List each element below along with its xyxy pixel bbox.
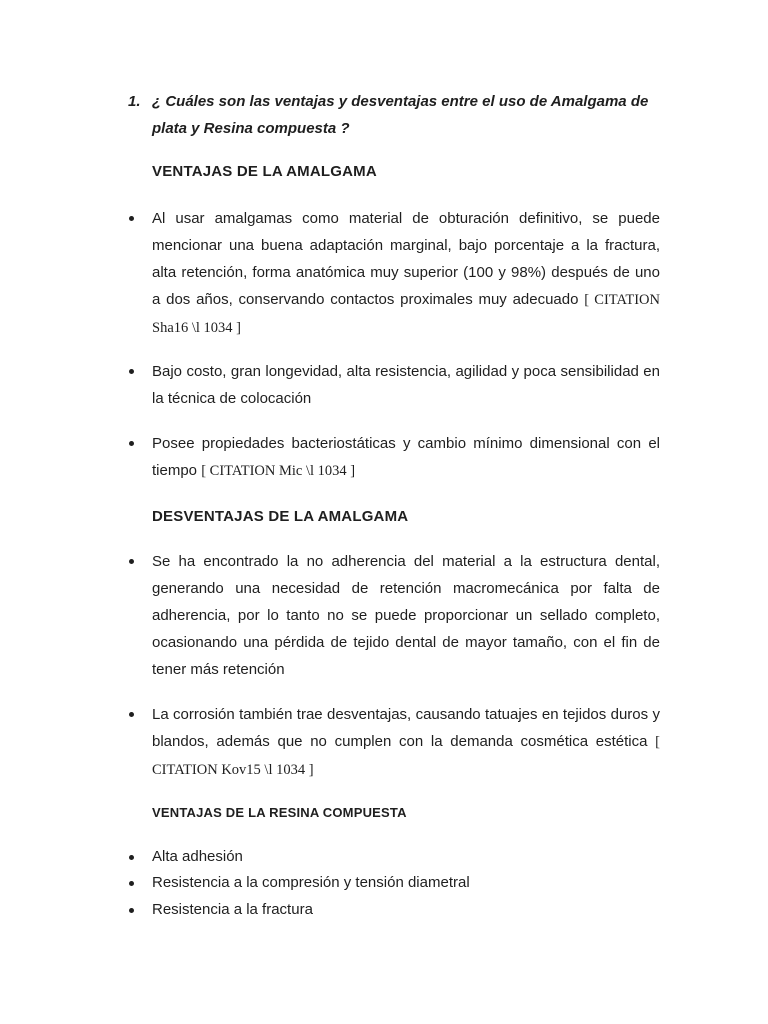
list-item: Alta adhesión bbox=[152, 848, 243, 865]
list-item: Resistencia a la compresión y tensión diametral bbox=[152, 874, 470, 891]
question-number: 1. bbox=[128, 93, 141, 110]
bullet-item: Al usar amalgamas como material de obturación definitivo, se puede mencionar una buena adaptación marginal, bajo porcentaje a la fractura, alta retención, forma anatómica muy superior (100 y 98%) después de uno a dos años, conservando contactos proximales muy adecuado [ CITATION Sha16 \l 1034 ] bbox=[152, 205, 660, 342]
section-heading-ventajas-resina: VENTAJAS DE LA RESINA COMPUESTA bbox=[152, 805, 407, 820]
citation: [ CITATION Sha16 \l 1034 ] bbox=[152, 292, 660, 336]
list-item: Resistencia a la fractura bbox=[152, 901, 313, 918]
question-text: ¿ Cuáles son las ventajas y desventajas entre el uso de Amalgama de plata y Resina compuesta ? bbox=[152, 93, 649, 137]
bullet-item: Se ha encontrado la no adherencia del material a la estructura dental, generando una necesidad de retención macromecánica por falta de adherencia, por lo tanto no se puede proporcionar un sellado completo, ocasionando una pérdida de tejido dental de mayor tamaño, con el fin de tener más retención bbox=[152, 548, 660, 683]
section-heading-desventajas-amalgama: DESVENTAJAS DE LA AMALGAMA bbox=[152, 508, 409, 525]
question-heading bbox=[128, 88, 668, 142]
citation: [ CITATION Kov15 \l 1034 ] bbox=[152, 734, 660, 778]
citation: [ CITATION Mic \l 1034 ] bbox=[201, 463, 356, 479]
bullet-item: La corrosión también trae desventajas, causando tatuajes en tejidos duros y blandos, además que no cumplen con la demanda cosmética estética [ CITATION Kov15 \l 1034 ] bbox=[152, 701, 660, 784]
bullet-item: Posee propiedades bacteriostáticas y cambio mínimo dimensional con el tiempo [ CITATION Mic \l 1034 ] bbox=[152, 430, 660, 485]
bullet-item: Bajo costo, gran longevidad, alta resistencia, agilidad y poca sensibilidad en la técnica de colocación bbox=[152, 358, 660, 412]
section-heading-ventajas-amalgama: VENTAJAS DE LA AMALGAMA bbox=[152, 163, 377, 180]
